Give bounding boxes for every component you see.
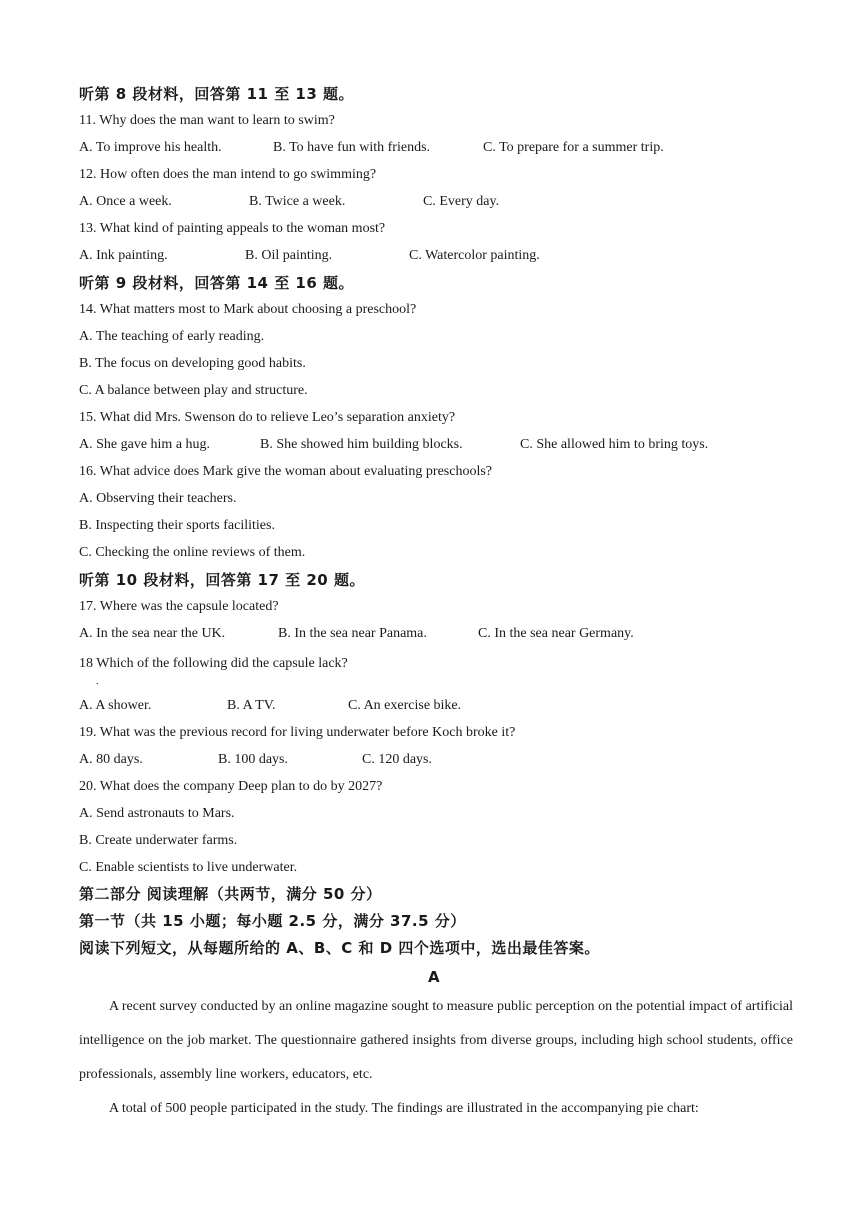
option-a[interactable]: A. A shower. — [79, 698, 152, 713]
stray-dot: . — [96, 676, 99, 687]
option-b[interactable]: B. Twice a week. — [249, 194, 346, 209]
option-b[interactable]: B. The focus on developing good habits. — [79, 356, 306, 371]
option-a[interactable]: A. 80 days. — [79, 752, 143, 767]
question-12: 12. How often does the man intend to go swimming? — [79, 167, 377, 182]
option-b[interactable]: B. 100 days. — [218, 752, 288, 767]
option-a[interactable]: A. Once a week. — [79, 194, 172, 209]
option-a[interactable]: A. Ink painting. — [79, 248, 168, 263]
option-b[interactable]: B. To have fun with friends. — [273, 140, 431, 155]
option-a[interactable]: A. Observing their teachers. — [79, 491, 237, 506]
option-c[interactable]: C. In the sea near Germany. — [478, 626, 634, 641]
reading-instruction: 阅读下列短文，从每题所给的 A、B、C 和 D 四个选项中，选出最佳答案。 — [79, 939, 600, 957]
passage-text — [79, 990, 793, 1126]
option-a[interactable]: A. Send astronauts to Mars. — [79, 806, 235, 821]
section-1-heading: 第一节（共 15 小题；每小题 2.5 分，满分 37.5 分） — [79, 912, 466, 930]
question-16: 16. What advice does Mark give the woman about evaluating preschools? — [79, 464, 493, 479]
paragraph: A recent survey conducted by an online magazine sought to measure public perception on the potential impact of artificial intelligence on the job market. The questionnaire gathered insights from diverse groups, including high school students, office professionals, assembly line workers, educators, etc. — [79, 999, 793, 1082]
option-c[interactable]: C. Enable scientists to live underwater. — [79, 860, 298, 875]
part-2-heading: 第二部分 阅读理解（共两节，满分 50 分） — [79, 885, 382, 903]
option-b[interactable]: B. In the sea near Panama. — [278, 626, 427, 641]
section-8-heading: 听第 8 段材料，回答第 11 至 13 题。 — [79, 85, 355, 103]
paragraph: A total of 500 people participated in the study. The findings are illustrated in the accompanying pie chart: — [109, 1101, 699, 1116]
option-c[interactable]: C. To prepare for a summer trip. — [483, 140, 664, 155]
option-c[interactable]: C. A balance between play and structure. — [79, 383, 308, 398]
question-14: 14. What matters most to Mark about choosing a preschool? — [79, 302, 417, 317]
question-19: 19. What was the previous record for living underwater before Koch broke it? — [79, 725, 516, 740]
question-11: 11. Why does the man want to learn to swim? — [79, 113, 335, 128]
section-10-heading: 听第 10 段材料，回答第 17 至 20 题。 — [79, 571, 365, 589]
option-a[interactable]: A. In the sea near the UK. — [79, 626, 226, 641]
question-18: 18 Which of the following did the capsule lack? — [79, 656, 348, 671]
option-b[interactable]: B. Create underwater farms. — [79, 833, 238, 848]
option-c[interactable]: C. Watercolor painting. — [409, 248, 540, 263]
option-c[interactable]: C. 120 days. — [362, 752, 432, 767]
option-a[interactable]: A. The teaching of early reading. — [79, 329, 265, 344]
question-15: 15. What did Mrs. Swenson do to relieve Leo’s separation anxiety? — [79, 410, 456, 425]
question-20: 20. What does the company Deep plan to do by 2027? — [79, 779, 383, 794]
option-c[interactable]: C. An exercise bike. — [348, 698, 462, 713]
option-b[interactable]: B. Oil painting. — [245, 248, 333, 263]
passage-label: A — [427, 968, 441, 986]
question-17: 17. Where was the capsule located? — [79, 599, 279, 614]
option-b[interactable]: B. A TV. — [227, 698, 276, 713]
question-13: 13. What kind of painting appeals to the woman most? — [79, 221, 386, 236]
option-c[interactable]: C. Every day. — [423, 194, 500, 209]
option-b[interactable]: B. She showed him building blocks. — [260, 437, 463, 452]
option-a[interactable]: A. She gave him a hug. — [79, 437, 211, 452]
option-c[interactable]: C. Checking the online reviews of them. — [79, 545, 306, 560]
section-9-heading: 听第 9 段材料，回答第 14 至 16 题。 — [79, 274, 355, 292]
option-a[interactable]: A. To improve his health. — [79, 140, 222, 155]
option-c[interactable]: C. She allowed him to bring toys. — [520, 437, 709, 452]
option-b[interactable]: B. Inspecting their sports facilities. — [79, 518, 275, 533]
